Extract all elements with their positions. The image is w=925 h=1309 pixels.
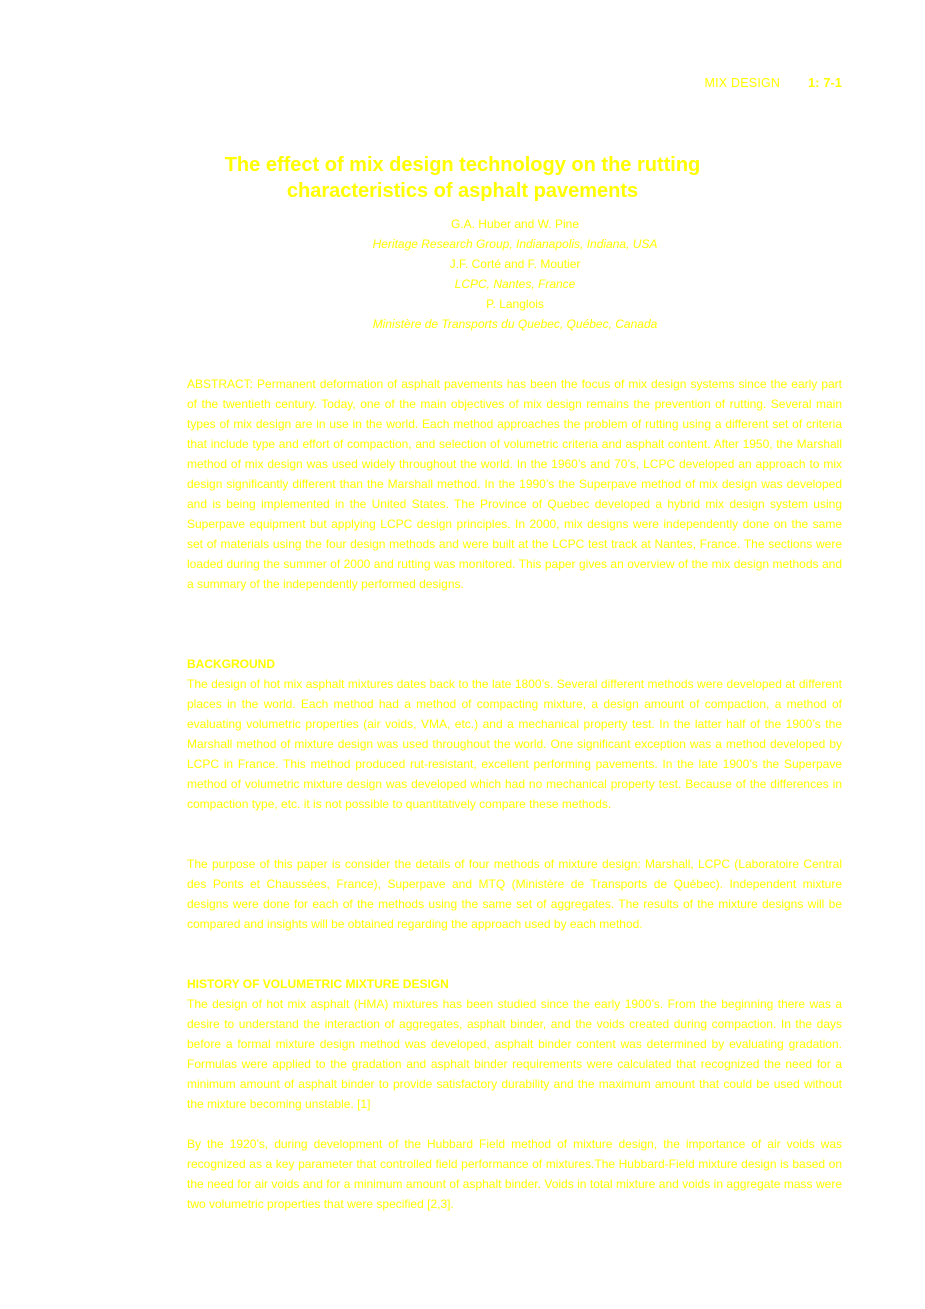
author-names: P. Langlois	[486, 297, 544, 311]
paragraph: The design of hot mix asphalt (HMA) mixtures has been studied since the early 1900’s. From the beginning there was a desire to understand the interaction of aggregates, asphalt binder, and the voids created during compaction. In the days before a formal mixture design method was developed, asphalt binder content was determined by evaluating gradation. Formulas were applied to the gradation and asphalt binder requirements were calculated that recognized the need for a minimum amount of asphalt binder to provide satisfactory durability and the maximum amount that could be used without the mixture becoming unstable. [1]	[187, 997, 842, 1111]
paper-title-line-1: The effect of mix design technology on the rutting	[224, 154, 701, 176]
page-number: 1: 7-1	[808, 76, 842, 90]
author-block	[0, 214, 925, 334]
section-heading: HISTORY OF VOLUMETRIC MIXTURE DESIGN	[187, 977, 449, 991]
section-heading: BACKGROUND	[187, 657, 275, 671]
paragraph: The design of hot mix asphalt mixtures dates back to the late 1800’s. Several different methods were developed at different places in the world. Each method had a method of compacting mixture, a design amount of compaction, a method of evaluating volumetric properties (air voids, VMA, etc.) and a mechanical property test. In the latter half of the 1900’s the Marshall method of mixture design was used throughout the world. One significant exception was a method developed by LCPC in France. This method produced rut-resistant, excellent performing pavements. In the late 1900’s the Superpave method of volumetric mixture design was developed which had no mechanical property test. Because of the differences in compaction type, etc. it is not possible to quantitatively compare these methods.	[187, 677, 842, 811]
paragraph: The purpose of this paper is consider the details of four methods of mixture design: Marshall, LCPC (Laboratoire Central des Ponts et Chaussées, France), Superpave and MTQ (Ministère de Transports de Québec). Independent mixture designs were done for each of the methods using the same set of aggregates. The results of the mixture designs will be compared and insights will be obtained regarding the approach used by each method.	[187, 857, 842, 931]
author-names: G.A. Huber and W. Pine	[450, 217, 580, 231]
paper-title-line-2: characteristics of asphalt pavements	[286, 180, 639, 202]
abstract: ABSTRACT: Permanent deformation of asphalt pavements has been the focus of mix design systems since the early part of the twentieth century. Today, one of the main objectives of mix design remains the prevention of rutting. Several main types of mix design are in use in the world. Each method approaches the problem of rutting using a different set of criteria that include type and effort of compaction, and selection of volumetric criteria and asphalt content. After 1950, the Marshall method of mix design was used widely throughout the world. In the 1960’s and 70’s, LCPC developed an approach to mix design significantly different than the Marshall method. In the 1990’s the Superpave method of mix design was developed and is being implemented in the United States. The Province of Quebec developed a hybrid mix design system using Superpave equipment but applying LCPC design principles. In 2000, mix designs were independently done on the same set of materials using the four design methods and were built at the LCPC test track at Nantes, France. The sections were loaded during the summer of 2000 and rutting was monitored. This paper gives an overview of the mix design methods and a summary of the independently performed designs.	[187, 377, 842, 591]
author-affiliation: Heritage Research Group, Indianapolis, Indiana, USA	[372, 237, 658, 251]
author-affiliation: LCPC, Nantes, France	[454, 277, 576, 291]
paragraph: By the 1920’s, during development of the Hubbard Field method of mixture design, the importance of air voids was recognized as a key parameter that controlled field performance of mixtures.The Hubbard-Field mixture design is based on the need for air voids and for a minimum amount of asphalt binder. Voids in total mixture and voids in aggregate mass were two volumetric properties that were specified [2,3].	[187, 1137, 842, 1211]
paper-title	[0, 152, 925, 204]
running-head-section: MIX DESIGN	[704, 76, 781, 90]
author-names: J.F. Corté and F. Moutier	[449, 257, 581, 271]
running-head	[705, 76, 842, 90]
author-affiliation: Ministère de Transports du Quebec, Québec, Canada	[372, 317, 658, 331]
